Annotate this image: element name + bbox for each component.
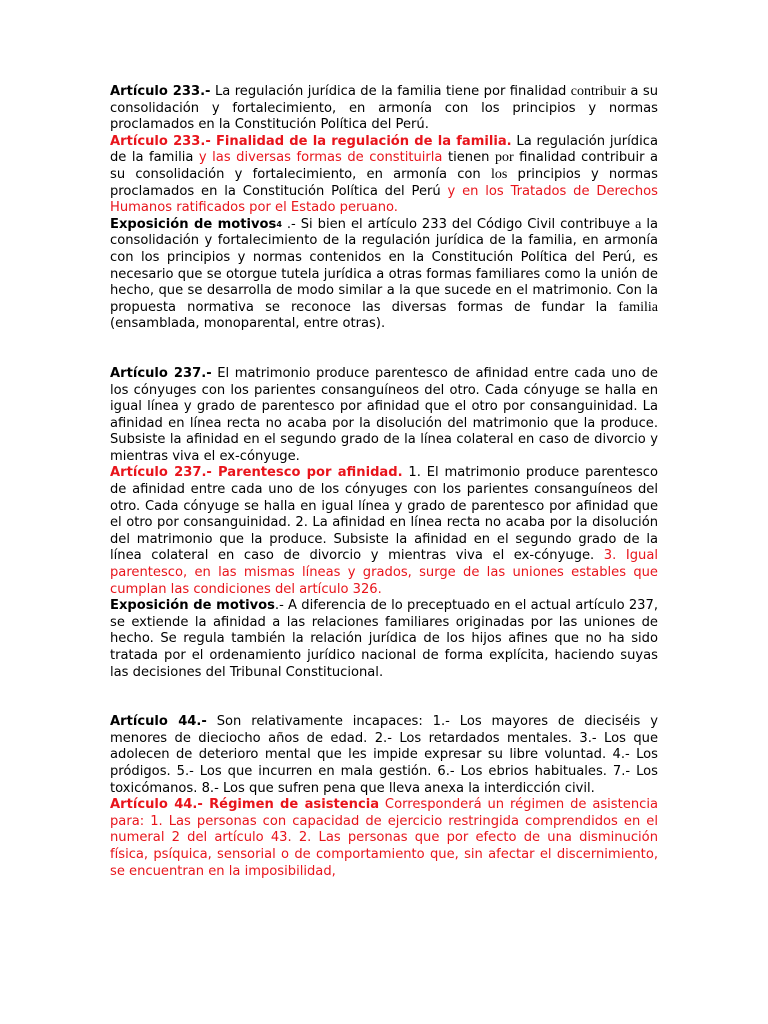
article-233-amended-word-por: por xyxy=(494,150,514,166)
article-44-amended xyxy=(110,797,658,880)
article-237-amended-text: 1. El matrimonio produce parentesco de afinidad entre cada uno de los cónyuges con los parientes consanguíneos del otro. Cada cónyuge se halla en igual línea y grado de parentesco por afinidad que el otro por consanguinidad. 2. La afinidad en línea recta no acaba por la disolución del matrimonio que la produce. Subsiste la afinidad en el segundo grado de la línea colateral en caso de divorcio y mientras viva el ex-cónyuge. xyxy=(110,465,658,564)
article-44-original-heading: Artículo 44.- xyxy=(110,714,207,730)
article-237-explanation-heading: Exposición de motivos xyxy=(110,598,275,614)
article-233-amended-heading: Artículo 233.- Finalidad de la regulación de la familia. xyxy=(110,133,512,149)
article-237-original-heading: Artículo 237.- xyxy=(110,365,212,381)
article-233-original-word: contribuir xyxy=(570,84,626,99)
article-233-explanation-text-3: (ensamblada, monoparental, entre otras). xyxy=(110,316,386,332)
article-233-amended-text-2: tienen xyxy=(442,150,495,166)
article-233-original-text: La regulación jurídica de la familia tiene por finalidad xyxy=(210,84,571,99)
article-233-original xyxy=(110,84,658,134)
article-237-original-text: El matrimonio produce parentesco de afinidad entre cada uno de los cónyuges con los parientes consanguíneos del otro. Cada cónyuge se halla en igual línea y grado de parentesco por afinidad que el otro por consanguinidad. La afinidad en línea recta no acaba por la disolución del matrimonio que la produce. Subsiste la afinidad en el segundo grado de la línea colateral en caso de divorcio y mientras viva el ex-cónyuge. xyxy=(110,365,658,464)
section-gap xyxy=(110,681,658,714)
article-44-original xyxy=(110,714,658,797)
article-237-amended-heading: Artículo 237.- Parentesco por afinidad. xyxy=(110,465,403,481)
article-237-amended-insert: 3. Igual parentesco, en las mismas líneas y grados, surge de las uniones estables que cumplan las condiciones del artículo 326. xyxy=(110,548,658,597)
article-44-original-text: Son relativamente incapaces: 1.- Los mayores de dieciséis y menores de dieciocho años de edad. 2.- Los retardados mentales. 3.- Los que adolecen de deterioro mental que les impide expresar su libre voluntad. 4.- Los pródigos. 5.- Los que incurren en mala gestión. 6.- Los ebrios habituales. 7.- Los toxicómanos. 8.- Los que sufren pena que lleva anexa la interdicción civil. xyxy=(110,714,659,796)
article-233-explanation-word-a: a xyxy=(635,216,642,232)
article-237-original xyxy=(110,366,658,466)
article-233-amended-insert-1: y las diversas formas de constituirla xyxy=(193,150,443,166)
article-44-amended-heading: Artículo 44.- Régimen de asistencia xyxy=(110,797,380,813)
article-233-explanation-heading: Exposición de motivos xyxy=(110,216,277,232)
article-233-amended-insert-2: y en los Tratados de Derechos Humanos ratificados por el Estado peruano. xyxy=(110,183,658,216)
article-233-amended-text: La regulación jurídica de la familia xyxy=(110,133,658,166)
article-233-explanation-text: .- Si bien el artículo 233 del Código Civil contribuye xyxy=(281,216,636,232)
article-233-original-text-end: a su consolidación y fortalecimiento, en armonía con los principios y normas proclamados en la Constitución Política del Perú. xyxy=(110,84,658,133)
article-233-amended xyxy=(110,134,658,217)
article-237-explanation-text: .- A diferencia de lo preceptuado en el actual artículo 237, se extiende la afinidad a las relaciones familiares originadas por las uniones de hecho. Se regula también la relación jurídica de los hijos afines que no ha sido tratada por el ordenamiento jurídico nacional de forma explícita, haciendo suyas las decisiones del Tribunal Constitucional. xyxy=(110,598,658,680)
article-233-explanation-word-familia: familia xyxy=(618,299,658,315)
article-233-amended-word-los: los xyxy=(490,166,508,182)
footnote-marker: 4 xyxy=(276,219,282,229)
article-233-explanation xyxy=(110,217,658,333)
document-page xyxy=(110,84,658,880)
article-233-explanation-text-2: la consolidación y fortalecimiento de la regulación jurídica de la familia, en armonía con los principios y normas contenidos en la Constitución Política del Perú, es necesario que se otorgue tutela jurídica a otras formas familiares como la unión de hecho, que se desarrolla de modo similar a la que sucede en el matrimonio. Con la propuesta normativa se reconoce las diversas formas de fundar la xyxy=(110,216,658,315)
section-gap xyxy=(110,333,658,366)
article-237-amended xyxy=(110,465,658,598)
article-233-amended-text-4: principios y normas proclamados en la Constitución Política del Perú xyxy=(110,166,658,199)
article-233-amended-text-3: finalidad contribuir a su consolidación y fortalecimiento, en armonía con xyxy=(110,150,659,182)
article-237-explanation xyxy=(110,598,658,681)
article-233-original-heading: Artículo 233.- xyxy=(110,84,211,99)
article-44-amended-text: Corresponderá un régimen de asistencia para: 1. Las personas con capacidad de ejercicio restringida comprendidos en el numeral 2 del artículo 43. 2. Las personas que por efecto de una disminución física, psíquica, sensorial o de comportamiento que, sin afectar el discernimiento, se encuentran en la imposibilidad, xyxy=(110,797,658,879)
